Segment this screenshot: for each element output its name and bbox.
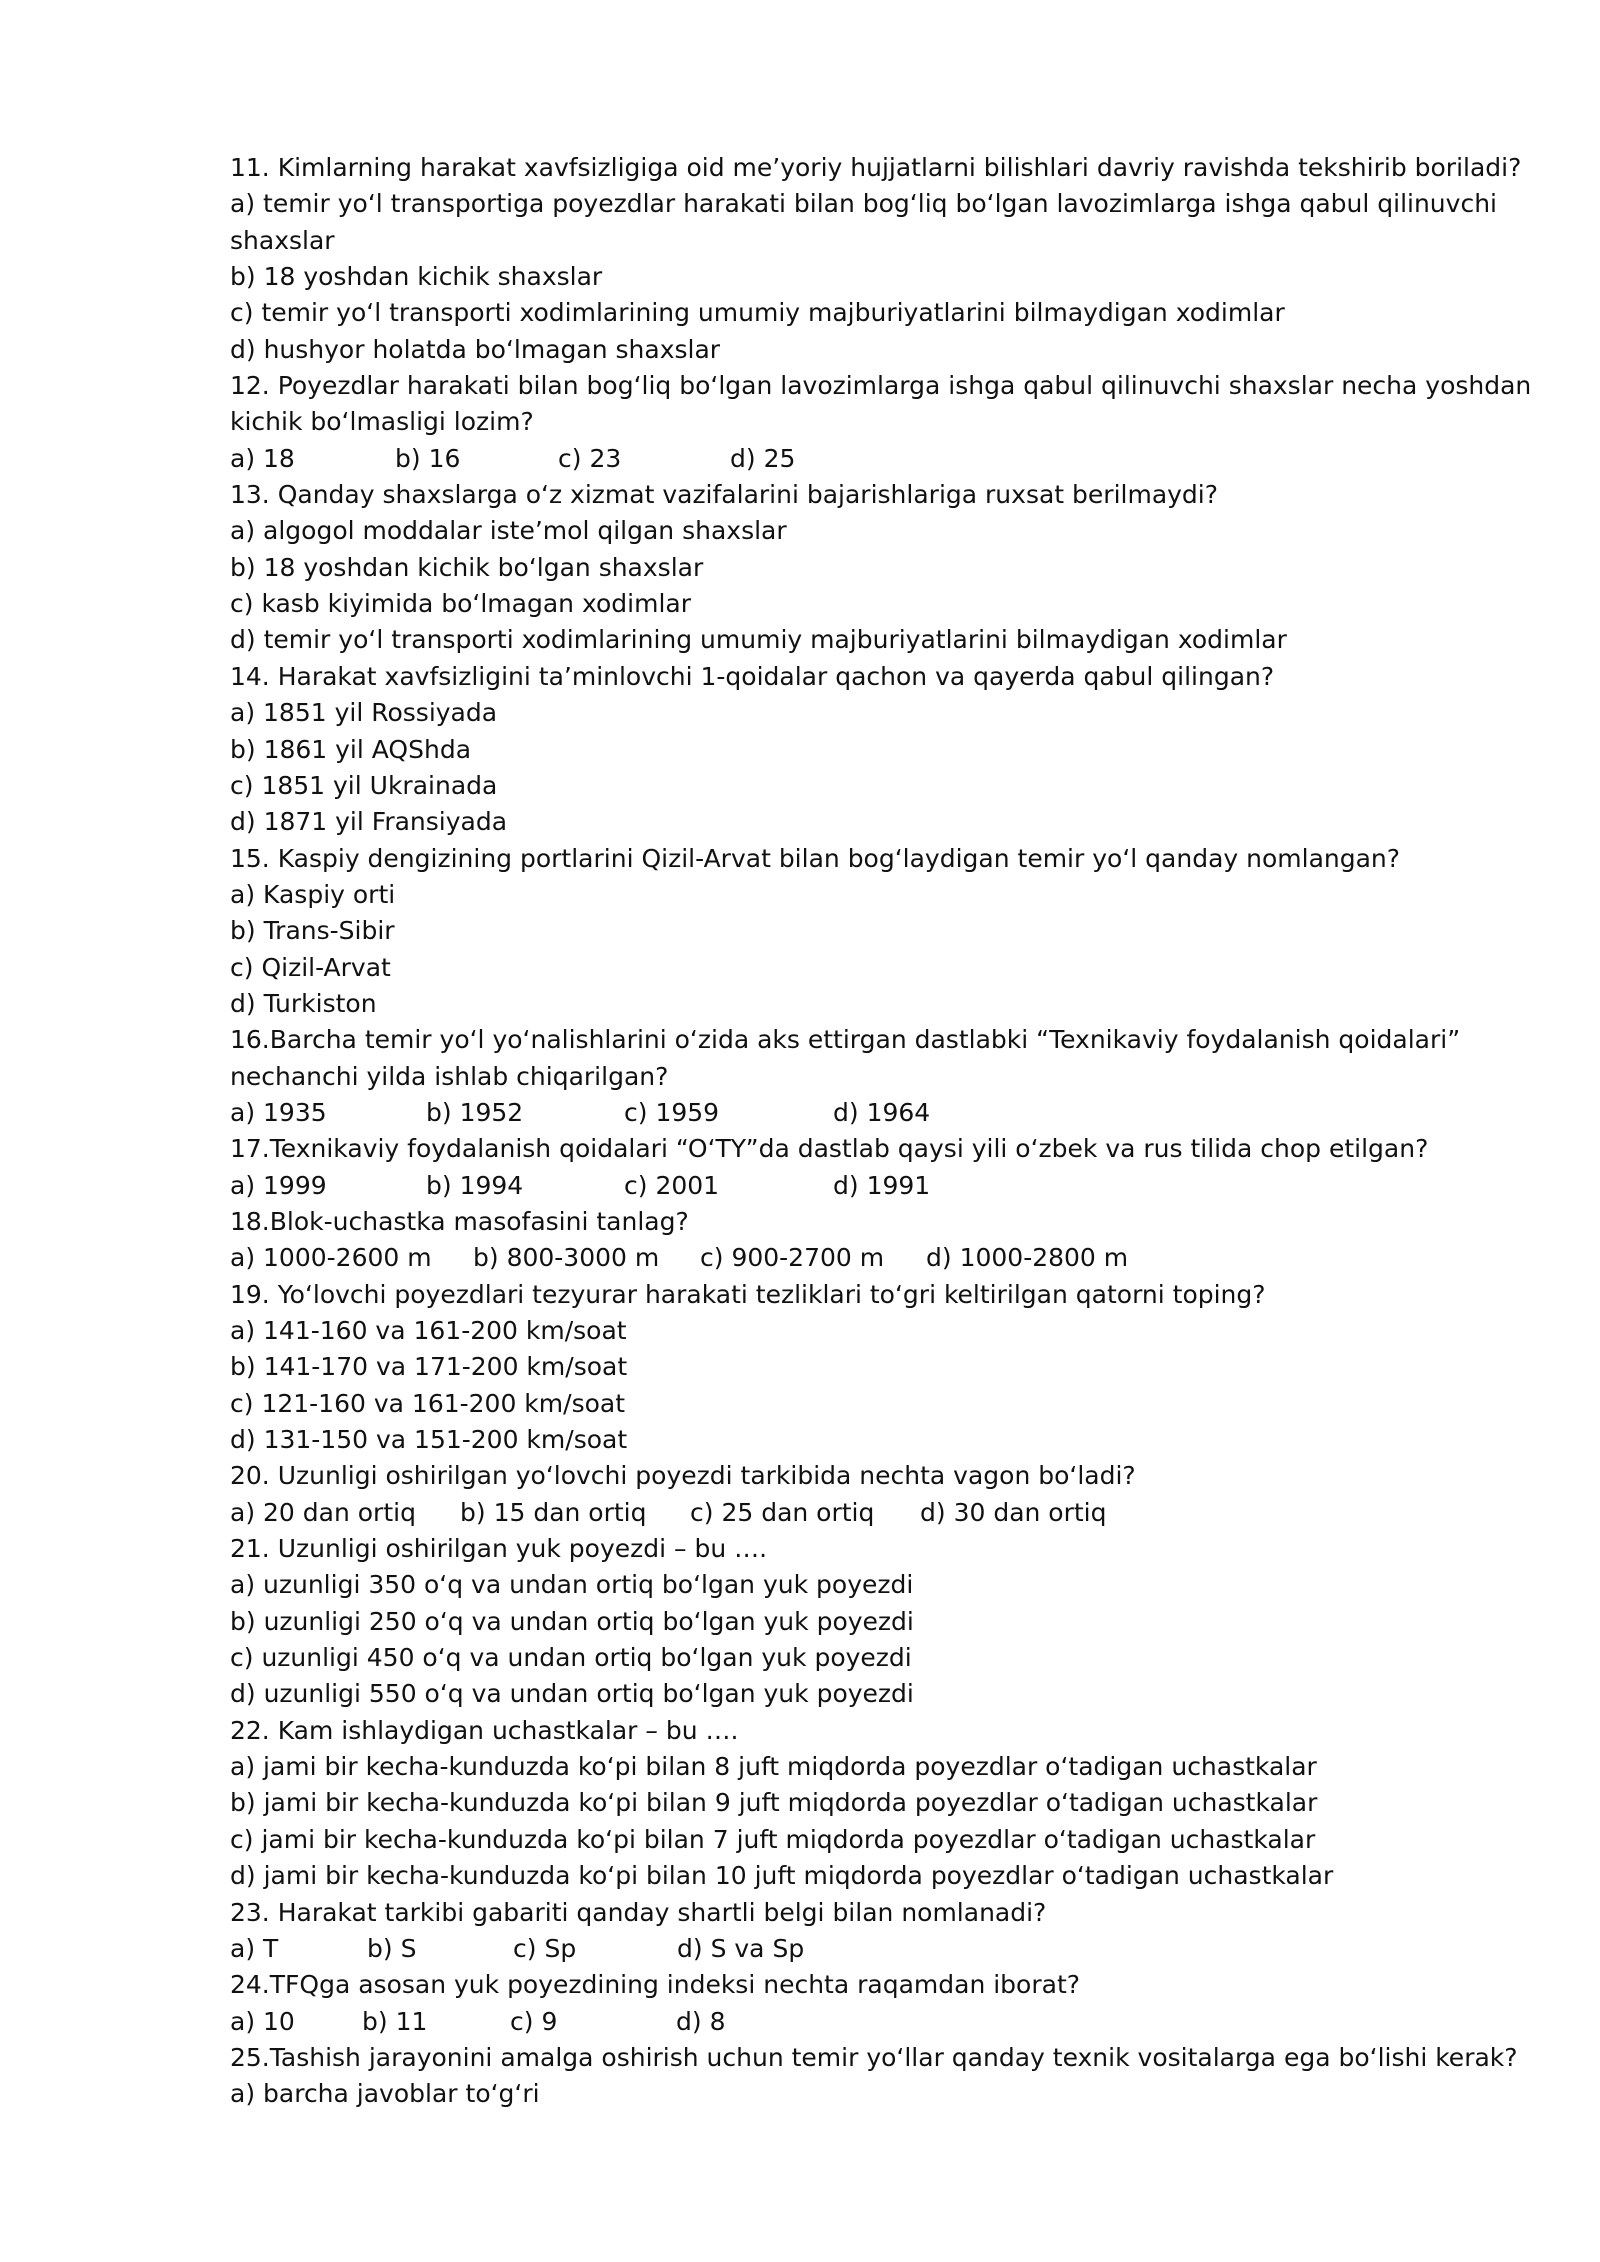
answer-option: b) 11 <box>362 2006 428 2036</box>
answer-option: a) 18 <box>230 443 295 473</box>
answer-option: d) 1000-2800 m <box>926 1243 1129 1273</box>
question-text: 20. Uzunligi oshirilgan yoʻlovchi poyezdi tarkibida nechta vagon boʻladi? <box>230 1461 1136 1491</box>
question-block <box>230 659 1530 841</box>
answer-option: d) hushyor holatda boʻlmagan shaxslar <box>230 334 721 364</box>
answer-option: c) temir yoʻl transporti xodimlarining umumiy majburiyatlarini bilmaydigan xodimlar <box>230 298 1285 328</box>
answer-option: d) S va Sp <box>677 1933 805 1963</box>
question-text: 25.Tashish jarayonini amalga oshirish uchun temir yoʻllar qanday texnik vositalarga ega boʻlishi kerak? <box>230 2042 1518 2072</box>
question-block <box>230 477 1530 659</box>
answer-option: shaxslar <box>230 225 335 255</box>
answer-option: b) Trans-Sibir <box>230 916 395 946</box>
answer-option: c) 2001 <box>624 1170 720 1200</box>
answer-option: c) uzunligi 450 oʻq va undan ortiq boʻlgan yuk poyezdi <box>230 1643 912 1673</box>
question-text: 16.Barcha temir yoʻl yoʻnalishlarini oʻzida aks ettirgan dastlabki “Texnikaviy foydalanish qoidalari” <box>230 1025 1461 1055</box>
answer-option: b) 1994 <box>426 1170 524 1200</box>
answer-option: b) uzunligi 250 oʻq va undan ortiq boʻlgan yuk poyezdi <box>230 1606 914 1636</box>
answer-option: b) 1952 <box>426 1097 524 1127</box>
answer-option: a) jami bir kecha-kunduzda koʻpi bilan 8 juft miqdorda poyezdlar oʻtadigan uchastkalar <box>230 1752 1317 1782</box>
question-block <box>230 1131 1530 1204</box>
answer-option: a) uzunligi 350 oʻq va undan ortiq boʻlgan yuk poyezdi <box>230 1570 914 1600</box>
answer-option: d) 1991 <box>833 1170 931 1200</box>
answer-option: b) 18 yoshdan kichik shaxslar <box>230 262 603 292</box>
question-block <box>230 368 1530 477</box>
question-block <box>230 150 1530 368</box>
answer-options-row <box>230 1168 1530 1204</box>
answer-option: b) 15 dan ortiq <box>460 1497 647 1527</box>
answer-option: a) T <box>230 1933 279 1963</box>
answer-option: c) kasb kiyimida boʻlmagan xodimlar <box>230 589 691 619</box>
answer-option: c) 25 dan ortiq <box>690 1497 875 1527</box>
question-block <box>230 1531 1530 1713</box>
question-text: 11. Kimlarning harakat xavfsizligiga oid me’yoriy hujjatlarni bilishlari davriy ravishda tekshirib boriladi? <box>230 153 1522 182</box>
answer-option: d) Turkiston <box>230 988 377 1018</box>
question-text: 17.Texnikaviy foydalanish qoidalari “OʻTY”da dastlab qaysi yili oʻzbek va rus tilida chop etilgan? <box>230 1134 1429 1164</box>
question-block <box>230 1713 1530 1895</box>
answer-option: d) jami bir kecha-kunduzda koʻpi bilan 10 juft miqdorda poyezdlar oʻtadigan uchastkalar <box>230 1861 1334 1891</box>
answer-option: b) jami bir kecha-kunduzda koʻpi bilan 9 juft miqdorda poyezdlar oʻtadigan uchastkalar <box>230 1788 1318 1818</box>
answer-option: d) 1871 yil Fransiyada <box>230 807 508 837</box>
answer-option: a) barcha javoblar toʻgʻri <box>230 2079 540 2109</box>
question-block <box>230 1895 1530 1968</box>
answer-option: c) Qizil-Arvat <box>230 952 391 982</box>
question-text: 22. Kam ishlaydigan uchastkalar – bu …. <box>230 1715 739 1745</box>
answer-option: d) 8 <box>676 2006 726 2036</box>
answer-option: c) jami bir kecha-kunduzda koʻpi bilan 7 juft miqdorda poyezdlar oʻtadigan uchastkalar <box>230 1824 1316 1854</box>
answer-option: a) 10 <box>230 2006 295 2036</box>
answer-option: a) 1999 <box>230 1170 327 1200</box>
answer-option: d) 1964 <box>833 1097 931 1127</box>
question-text: 15. Kaspiy dengizining portlarini Qizil-Arvat bilan bogʻlaydigan temir yoʻl qanday nomlangan? <box>230 843 1401 873</box>
question-text: 12. Poyezdlar harakati bilan bogʻliq boʻlgan lavozimlarga ishga qabul qilinuvchi shaxslar necha yoshdan <box>230 371 1532 401</box>
answer-option: a) 1000-2600 m <box>230 1243 432 1273</box>
answer-option: c) 23 <box>558 443 622 473</box>
question-text: 21. Uzunligi oshirilgan yuk poyezdi – bu …. <box>230 1534 768 1564</box>
question-text: 19. Yoʻlovchi poyezdlari tezyurar harakati tezliklari toʻgri keltirilgan qatorni toping? <box>230 1279 1266 1309</box>
answer-option: c) 1959 <box>624 1097 720 1127</box>
answer-option: b) 800-3000 m <box>473 1243 660 1273</box>
question-text: 18.Blok-uchastka masofasini tanlag? <box>230 1206 689 1236</box>
answer-option: d) 30 dan ortiq <box>920 1497 1107 1527</box>
question-block <box>230 1967 1530 2040</box>
answer-option: b) 141-170 va 171-200 km/soat <box>230 1352 628 1382</box>
answer-option: a) 1935 <box>230 1097 327 1127</box>
answer-option: d) 25 <box>730 443 796 473</box>
answer-option: d) 131-150 va 151-200 km/soat <box>230 1425 628 1455</box>
question-text: kichik boʻlmasligi lozim? <box>230 407 534 437</box>
question-text: 23. Harakat tarkibi gabariti qanday shartli belgi bilan nomlanadi? <box>230 1897 1047 1927</box>
question-block <box>230 2040 1530 2113</box>
answer-option: c) 9 <box>510 2006 558 2036</box>
answer-option: c) Sp <box>513 1933 577 1963</box>
answer-option: b) 18 yoshdan kichik boʻlgan shaxslar <box>230 552 704 582</box>
answer-option: c) 121-160 va 161-200 km/soat <box>230 1388 626 1418</box>
answer-option: d) uzunligi 550 oʻq va undan ortiq boʻlgan yuk poyezdi <box>230 1679 914 1709</box>
answer-option: b) S <box>367 1933 417 1963</box>
question-text: 13. Qanday shaxslarga oʻz xizmat vazifalarini bajarishlariga ruxsat berilmaydi? <box>230 480 1219 510</box>
answer-option: a) 1851 yil Rossiyada <box>230 698 498 728</box>
question-block <box>230 1458 1530 1531</box>
question-block <box>230 841 1530 1023</box>
answer-option: b) 16 <box>395 443 461 473</box>
answer-option: c) 900-2700 m <box>700 1243 885 1273</box>
answer-options-row <box>230 1931 1530 1967</box>
question-block <box>230 1204 1530 1277</box>
question-text: 14. Harakat xavfsizligini ta’minlovchi 1-qoidalar qachon va qayerda qabul qilingan? <box>230 661 1275 691</box>
document-page <box>230 150 1530 2113</box>
answer-option: c) 1851 yil Ukrainada <box>230 770 498 800</box>
answer-option: a) temir yoʻl transportiga poyezdlar harakati bilan bogʻliq boʻlgan lavozimlarga ishga qabul qilinuvchi <box>230 189 1497 219</box>
answer-options-row <box>230 1240 1530 1276</box>
question-block <box>230 1022 1530 1131</box>
answer-options-row <box>230 2004 1530 2040</box>
answer-options-row <box>230 1095 1530 1131</box>
answer-option: a) 141-160 va 161-200 km/soat <box>230 1316 627 1345</box>
question-block <box>230 1277 1530 1459</box>
answer-option: a) 20 dan ortiq <box>230 1497 416 1527</box>
answer-option: b) 1861 yil AQShda <box>230 734 472 764</box>
answer-option: a) algogol moddalar iste’mol qilgan shaxslar <box>230 516 787 546</box>
answer-options-row <box>230 1495 1530 1531</box>
answer-option: a) Kaspiy orti <box>230 879 396 909</box>
question-text: nechanchi yilda ishlab chiqarilgan? <box>230 1061 669 1091</box>
answer-options-row <box>230 441 1530 477</box>
question-text: 24.TFQga asosan yuk poyezdining indeksi nechta raqamdan iborat? <box>230 1970 1081 2000</box>
answer-option: d) temir yoʻl transporti xodimlarining umumiy majburiyatlarini bilmaydigan xodimlar <box>230 625 1287 655</box>
